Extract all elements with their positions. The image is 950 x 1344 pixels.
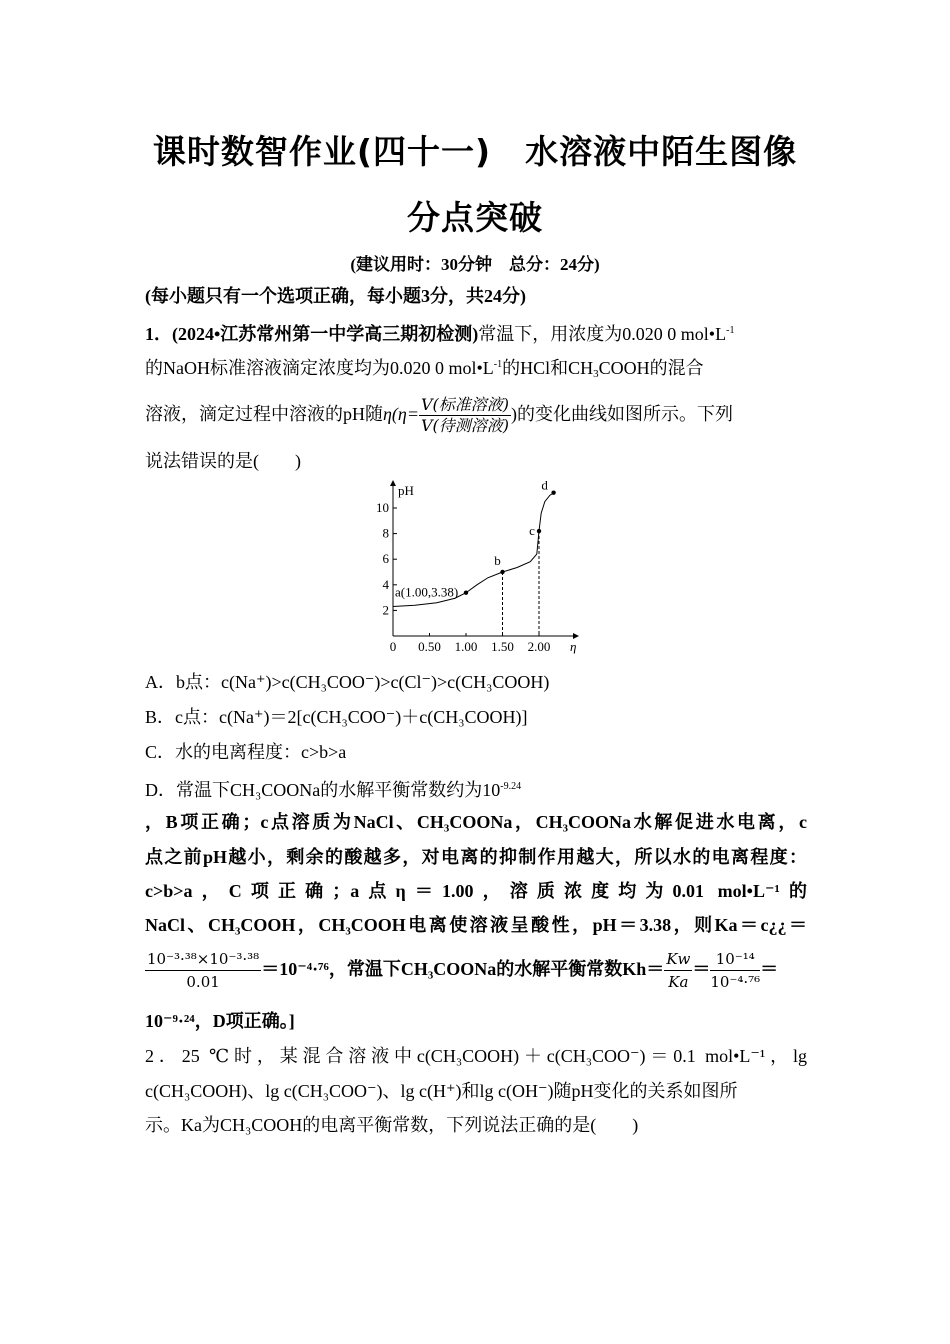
option-d xyxy=(145,775,807,802)
x-tick-label: 2.00 xyxy=(527,639,551,654)
q1-l2b: 的HCl和CH xyxy=(502,358,594,378)
ka-fraction xyxy=(145,948,261,993)
q1-line4: 说法错误的是( ) xyxy=(145,451,301,471)
eta-fraction xyxy=(419,395,511,436)
page-title-line2: 分点突破 xyxy=(407,198,543,237)
x-tick-label: 0 xyxy=(389,639,397,654)
analysis-line3: c>b>a，C项正确；a点η＝1.00，溶质浓度均为0.01 mol•L⁻¹的 xyxy=(145,881,807,901)
q1-line3 xyxy=(145,394,807,436)
q1-l2sup: -1 xyxy=(493,359,503,370)
y-tick-label: 10 xyxy=(376,500,389,515)
point-b xyxy=(500,570,504,574)
analysis-l5-mid: ＝10⁻⁴·⁷⁶，常温下CH₃COONa的水解平衡常数Kh＝ xyxy=(261,959,665,979)
axes xyxy=(390,480,579,654)
kw: Kw xyxy=(664,948,692,971)
eta-denominator: V(待测溶液) xyxy=(421,416,510,436)
y-tick-label: 2 xyxy=(382,602,389,618)
q1-l3a: 溶液，滴定过程中溶液的pH随 xyxy=(145,404,383,424)
point-c xyxy=(537,529,541,533)
analysis-line4: NaCl、CH₃COOH，CH₃COOH电离使溶液呈酸性，pH＝3.38，则Ka＝c¿¿＝ xyxy=(145,915,807,935)
analysis-line5 xyxy=(145,944,807,994)
time-info: (建议用时：30分钟 总分：24分) xyxy=(350,255,600,274)
instruction: (每小题只有一个选项正确，每小题3分，共24分) xyxy=(145,286,526,306)
eta-symbol: η(η= xyxy=(383,404,419,424)
y-tick-label: 8 xyxy=(382,525,389,541)
q2-line1: 2．25 ℃时，某混合溶液中c(CH₃COOH)＋c(CH₃COO⁻)＝0.1 mol•L⁻¹，lg xyxy=(145,1046,807,1066)
ticks xyxy=(376,500,550,654)
kh-fraction xyxy=(664,948,692,993)
ka: Ka xyxy=(668,973,689,992)
x-tick-label: 1.50 xyxy=(491,639,514,654)
point-label-d: d xyxy=(541,478,548,493)
option-c: C．水的电离程度：c>b>a xyxy=(145,742,347,762)
option-b: B．c点：c(Na⁺)＝2[c(CH₃COO⁻)＋c(CH₃COOH)] xyxy=(145,707,528,727)
y-tick-label: 6 xyxy=(382,551,389,567)
point-d xyxy=(551,490,555,494)
y-tick-label: 4 xyxy=(382,576,389,592)
kh-denominator: 10⁻⁴·⁷⁶ xyxy=(710,973,761,992)
q1-sup: -1 xyxy=(726,325,735,336)
x-axis-label: η xyxy=(570,639,577,654)
q1-l2c: COOH的混合 xyxy=(598,358,704,378)
option-a: A．b点：c(Na⁺)>c(CH₃COO⁻)>c(Cl⁻)>c(CH₃COOH) xyxy=(145,672,550,692)
q1-l2sub: 3 xyxy=(593,368,599,380)
labeled-points xyxy=(395,478,556,600)
equals-end: ＝ xyxy=(760,959,779,979)
q2-line3: 示。Ka为CH₃COOH的电离平衡常数，下列说法正确的是( ) xyxy=(145,1115,639,1135)
page-title: 课时数智作业(四十一) 水溶液中陌生图像 xyxy=(152,132,798,171)
ka-denominator: 0.01 xyxy=(186,973,220,992)
q1-line2 xyxy=(145,353,807,386)
option-d-sup: -9.24 xyxy=(500,781,522,792)
analysis-line6: 10⁻⁹·²⁴，D项正确。] xyxy=(145,1011,295,1031)
q1-source: (2024•江苏常州第一中学高三期初检测) xyxy=(172,324,479,344)
x-tick-label: 0.50 xyxy=(418,639,441,654)
x-tick-label: 1.00 xyxy=(454,639,478,654)
titration-curve-chart xyxy=(368,478,588,654)
option-d-text: D．常温下CH₃COONa的水解平衡常数约为10 xyxy=(145,780,501,800)
q1-line1 xyxy=(145,319,807,346)
ka-numerator: 10⁻³·³⁸×10⁻³·³⁸ xyxy=(145,948,261,971)
point-label-c: c xyxy=(529,523,535,539)
q2-line2: c(CH₃COOH)、lg c(CH₃COO⁻)、lg c(H⁺)和lg c(OH⁻)随pH变化的关系如图所 xyxy=(145,1081,738,1101)
point-a xyxy=(464,591,468,595)
q1-l2a: 的NaOH标准溶液滴定浓度均为0.020 0 mol•L xyxy=(145,358,494,378)
y-axis-label: pH xyxy=(398,483,414,498)
point-label-a: a(1.00,3.38) xyxy=(395,584,459,600)
analysis-line1: ，B项正确；c点溶质为NaCl、CH₃COONa，CH₃COONa水解促进水电离，c xyxy=(145,812,807,832)
q1-l3b: )的变化曲线如图所示。下列 xyxy=(511,404,734,424)
point-label-b: b xyxy=(494,553,501,568)
y-axis-arrow xyxy=(390,480,396,486)
equals: ＝ xyxy=(692,959,711,979)
q1-text: 常温下，用浓度为0.020 0 mol•L xyxy=(478,324,727,344)
kh-value-fraction xyxy=(710,948,760,993)
analysis-line2: 点之前pH越小，剩余的酸越多，对电离的抑制作用越大，所以水的电离程度： xyxy=(145,847,807,867)
guide-lines xyxy=(503,531,540,636)
kh-numerator: 10⁻¹⁴ xyxy=(710,948,760,971)
q1-number: 1． xyxy=(145,324,172,344)
eta-numerator: V(标准溶液) xyxy=(421,395,510,415)
